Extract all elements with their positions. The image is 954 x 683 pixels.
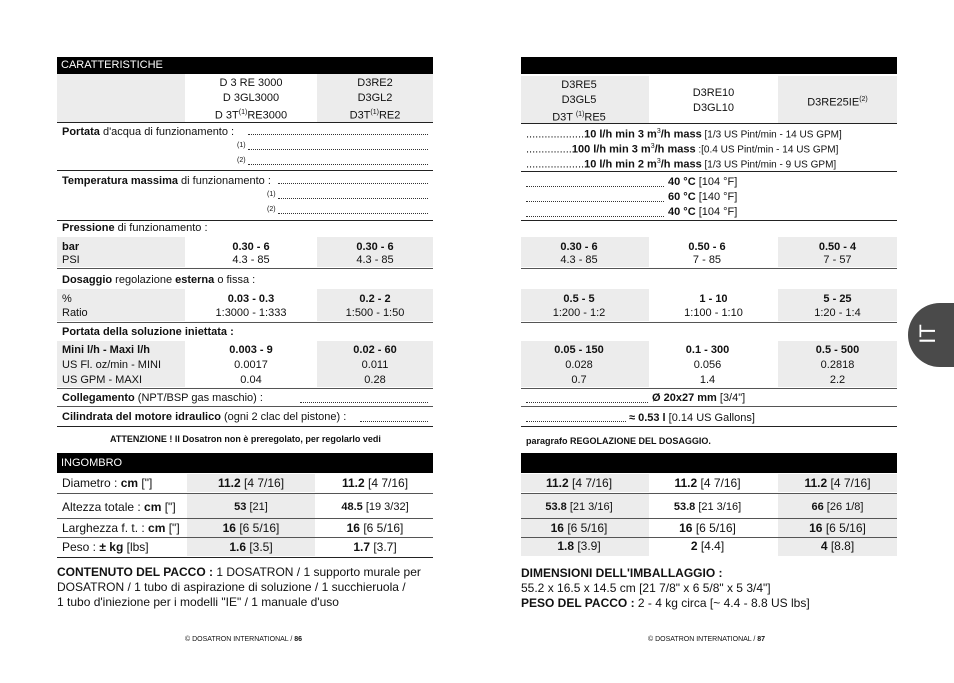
pressure-c2-bar: 0.30 - 6 bbox=[356, 241, 394, 253]
injected-label: Portata della soluzione iniettata : bbox=[62, 326, 234, 338]
injected-c2-lh: 0.02 - 60 bbox=[353, 344, 397, 356]
model-col2-line2: D3GL2 bbox=[357, 92, 393, 104]
dimensions-header: INGOMBRO bbox=[57, 453, 433, 473]
r-pressure-c2-bar: 0.50 - 6 bbox=[688, 241, 726, 253]
injected-c2-gpm: 0.28 bbox=[364, 374, 386, 386]
package-dim-label: DIMENSIONI DELL'IMBALLAGGIO : bbox=[521, 566, 723, 580]
dim-c1-height: 53 [21] bbox=[234, 501, 268, 513]
r-temp-row3: 40 °C [104 °F] bbox=[668, 206, 738, 218]
r-pressure-c3-psi: 7 - 57 bbox=[823, 254, 852, 266]
r-dim-c3-weight: 4 [8.8] bbox=[820, 539, 855, 553]
model-col2-line3: $D3T^{(1)}RE2$ bbox=[349, 109, 401, 122]
model-col1-line1: D 3 RE 3000 bbox=[219, 77, 283, 89]
r-model-col2-line1: D3RE10 bbox=[692, 87, 735, 99]
r-flow-row3: ...................10 l/h min 2 $m^3/h$ mass [1/3 US Pint/min - 9 US GPM] bbox=[526, 158, 837, 171]
package-contents-line1: CONTENUTO DEL PACCO : 1 DOSATRON / 1 supporto murale per bbox=[57, 565, 421, 579]
r-model-col2-line2: D3GL10 bbox=[693, 102, 734, 114]
r-dim-c3-height: 66 [26 1/8] bbox=[811, 501, 864, 513]
injected-unit-floz: US Fl. oz/min - MINI bbox=[62, 359, 162, 371]
pressure-label: Pressione di funzionamento : bbox=[62, 222, 208, 234]
r-injected-c1-lh: 0.05 - 150 bbox=[554, 344, 604, 356]
dim-label-width: Larghezza f. t. : cm ["] bbox=[62, 521, 180, 535]
injected-c1-gpm: 0.04 bbox=[240, 374, 262, 386]
r-dim-c2-width: 16 [6 5/16] bbox=[679, 521, 736, 535]
r-dim-c2-diameter: 11.2 [4 7/16] bbox=[674, 476, 741, 490]
pressure-unit-psi: PSI bbox=[62, 254, 80, 266]
flow-note1: (1) bbox=[237, 142, 246, 149]
language-tab-label: IT bbox=[914, 324, 940, 344]
dim-label-height: Altezza totale : cm ["] bbox=[62, 500, 176, 514]
r-pressure-c1-bar: 0.30 - 6 bbox=[560, 241, 598, 253]
r-temp-row2: 60 °C [140 °F] bbox=[668, 191, 738, 203]
dim-c1-diameter: 11.2 [4 7/16] bbox=[217, 476, 285, 490]
injected-unit-gpm: US GPM - MAXI bbox=[62, 374, 143, 386]
package-contents-line2: DOSATRON / 1 tubo di aspirazione di soluzione / 1 succhieruola / bbox=[57, 580, 406, 594]
pressure-unit-bar: bar bbox=[62, 241, 80, 253]
model-col1-line3: D $3T^{(1)}RE3000$ bbox=[214, 109, 288, 122]
pressure-c1-psi: 4.3 - 85 bbox=[232, 254, 270, 266]
dim-c1-width: 16 [6 5/16] bbox=[222, 521, 280, 535]
model-header-blank bbox=[57, 74, 185, 122]
temp-label: Temperatura massima di funzionamento : bbox=[62, 175, 271, 187]
r-temp-row1: 40 °C [104 °F] bbox=[668, 176, 738, 188]
r-injected-c3-gpm: 2.2 bbox=[829, 374, 846, 386]
r-dosing-c1-pct: 0.5 - 5 bbox=[563, 293, 595, 305]
warning-continued: paragrafo REGOLAZIONE DEL DOSAGGIO. bbox=[526, 436, 711, 446]
footer-left: © DOSATRON INTERNATIONAL / 86 bbox=[185, 636, 303, 643]
dim-c2-diameter: 11.2 [4 7/16] bbox=[341, 476, 409, 490]
fitting-label: Collegamento (NPT/BSP gas maschio) : bbox=[62, 392, 263, 404]
r-displacement: ≈ 0.53 l [0.14 US Gallons] bbox=[629, 412, 755, 424]
r-pressure-c2-psi: 7 - 85 bbox=[692, 254, 722, 266]
r-model-col1-line2: D3GL5 bbox=[561, 94, 597, 106]
r-model-col3: D3RE25IE$^{(2)}$ bbox=[807, 96, 868, 109]
r-injected-c2-gpm: 1.4 bbox=[699, 374, 716, 386]
dim-c2-width: 16 [6 5/16] bbox=[346, 521, 404, 535]
pressure-c2-psi: 4.3 - 85 bbox=[356, 254, 394, 266]
package-dim-value: 55.2 x 16.5 x 14.5 cm [21 7/8" x 6 5/8" x 5 3/4"] bbox=[521, 581, 771, 595]
dim-c2-height: 48.5 [19 3/32] bbox=[341, 501, 409, 513]
r-model-col1-line3: D3T $^{(1)}$RE5 bbox=[552, 111, 606, 124]
r-injected-c1-floz: 0.028 bbox=[565, 359, 593, 371]
dosing-unit-ratio: Ratio bbox=[62, 307, 88, 319]
r-dim-c1-height: 53.8 [21 3/16] bbox=[545, 501, 613, 513]
dosing-label: Dosaggio regolazione esterna o fissa : bbox=[62, 274, 256, 286]
footer-right: © DOSATRON INTERNATIONAL / 87 bbox=[648, 636, 766, 643]
r-dim-c3-width: 16 [6 5/16] bbox=[809, 521, 866, 535]
injected-c1-floz: 0.0017 bbox=[234, 359, 268, 371]
r-injected-c3-floz: 0.2818 bbox=[820, 359, 855, 371]
temp-note1: (1) bbox=[267, 191, 276, 198]
package-contents-line3: 1 tubo d'iniezione per i modelli "IE" / 1 manuale d'uso bbox=[57, 595, 339, 609]
r-dosing-c2-pct: 1 - 10 bbox=[699, 293, 728, 305]
dim-label-diameter: Diametro : cm ["] bbox=[62, 476, 153, 490]
r-dosing-c3-ratio: 1:20 - 1:4 bbox=[814, 307, 861, 319]
r-dim-c3-diameter: 11.2 [4 7/16] bbox=[804, 476, 871, 490]
dosing-c1-ratio: 1:3000 - 1:333 bbox=[215, 307, 287, 319]
right-dimensions-bar bbox=[521, 453, 897, 473]
r-pressure-c1-psi: 4.3 - 85 bbox=[560, 254, 598, 266]
model-col1-line2: D 3GL3000 bbox=[222, 92, 280, 104]
r-dim-c2-weight: 2 [4.4] bbox=[690, 539, 725, 553]
dim-c2-weight: 1.7 [3.7] bbox=[353, 540, 397, 554]
pressure-c1-bar: 0.30 - 6 bbox=[232, 241, 270, 253]
r-model-col1-line1: D3RE5 bbox=[561, 79, 597, 91]
warning-text: ATTENZIONE ! Il Dosatron non è preregolato, per regolarlo vedi bbox=[110, 434, 381, 444]
dim-label-weight: Peso : ± kg [lbs] bbox=[62, 540, 149, 554]
r-dosing-c1-ratio: 1:200 - 1:2 bbox=[552, 307, 606, 319]
language-tab bbox=[908, 303, 954, 367]
r-dim-c2-height: 53.8 [21 3/16] bbox=[673, 501, 742, 513]
flow-label: Portata d'acqua di funzionamento : bbox=[62, 126, 235, 138]
dosing-c1-pct: 0.03 - 0.3 bbox=[227, 293, 275, 305]
r-pressure-c3-bar: 0.50 - 4 bbox=[818, 241, 857, 253]
injected-c2-floz: 0.011 bbox=[361, 359, 389, 371]
flow-note2: (2) bbox=[237, 157, 246, 164]
r-dim-c1-width: 16 [6 5/16] bbox=[550, 521, 608, 535]
temp-note2: (2) bbox=[267, 206, 276, 213]
r-dosing-c3-pct: 5 - 25 bbox=[823, 293, 852, 305]
r-dim-c1-weight: 1.8 [3.9] bbox=[557, 539, 601, 553]
injected-unit-lh: Mini l/h - Maxi l/h bbox=[62, 344, 150, 356]
r-injected-c1-gpm: 0.7 bbox=[571, 374, 587, 386]
r-flow-row1: ...................10 l/h min 3 $m^3/h$ mass [1/3 US Pint/min - 14 US GPM] bbox=[526, 128, 842, 141]
package-weight: PESO DEL PACCO : 2 - 4 kg circa [~ 4.4 - 8.8 US lbs] bbox=[521, 596, 810, 610]
r-dim-c1-diameter: 11.2 [4 7/16] bbox=[545, 476, 613, 490]
model-col2-line1: D3RE2 bbox=[357, 77, 393, 89]
right-header-bar bbox=[521, 57, 897, 74]
dosing-c2-ratio: 1:500 - 1:50 bbox=[345, 307, 405, 319]
r-flow-row2: ...............100 l/h min 3 $m^3/h$ mass :[0.4 US Pint/min - 14 US GPM] bbox=[526, 143, 839, 156]
displacement-label: Cilindrata del motore idraulico (ogni 2 clac del pistone) : bbox=[62, 411, 347, 423]
r-dosing-c2-ratio: 1:100 - 1:10 bbox=[684, 307, 743, 319]
injected-c1-lh: 0.003 - 9 bbox=[229, 344, 273, 356]
r-injected-c2-floz: 0.056 bbox=[693, 359, 722, 371]
dosing-c2-pct: 0.2 - 2 bbox=[359, 293, 391, 305]
r-injected-c3-lh: 0.5 - 500 bbox=[815, 344, 860, 356]
r-injected-c2-lh: 0.1 - 300 bbox=[685, 344, 730, 356]
dosing-unit-pct: % bbox=[62, 293, 72, 305]
r-fitting: Ø 20x27 mm [3/4"] bbox=[652, 392, 746, 404]
dim-c1-weight: 1.6 [3.5] bbox=[229, 540, 273, 554]
characteristics-header: CARATTERISTICHE bbox=[57, 57, 433, 74]
